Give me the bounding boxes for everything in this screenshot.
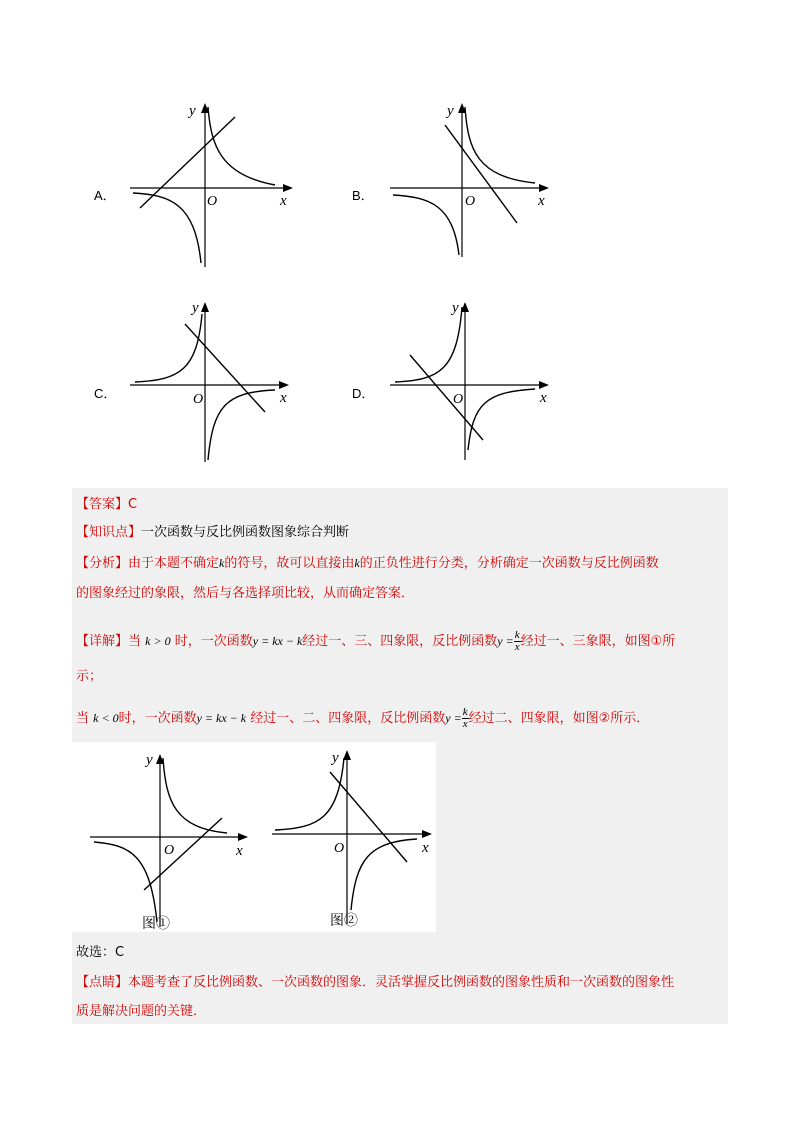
figure-panel (72, 742, 436, 932)
linear-equation: y = kx − k (252, 634, 303, 648)
comment-text-1: 本题考查了反比例函数、一次函数的图象．灵活掌握反比例函数的图象性质和一次函数的图象性 (128, 975, 675, 990)
hyperbola-branch-q3 (393, 195, 459, 255)
figure-2 (272, 750, 432, 929)
analysis-k-symbol: k (354, 556, 360, 570)
figure-1 (90, 752, 248, 932)
hyperbola-branch-q2 (275, 758, 344, 830)
comment-tag: 【点睛】 (76, 975, 129, 990)
analysis-text-a: 由于本题不确定 (128, 556, 220, 571)
x-axis-arrow-icon (279, 381, 289, 389)
detail-text: 经过一、三象限，如图①所 (520, 634, 676, 649)
hyperbola-branch-q3 (133, 193, 201, 263)
fraction-denominator: x (462, 718, 468, 730)
y-axis-label: y (452, 300, 459, 316)
y-axis-label: y (146, 752, 153, 768)
graph-d-svg (385, 292, 565, 467)
linear-function-line (140, 117, 235, 208)
detail-text: 示； (76, 669, 103, 684)
fraction-lhs: y = (497, 634, 514, 648)
detail-text: 时，一次函数 (118, 711, 197, 726)
option-a-label: A． (94, 188, 116, 203)
figures-svg (72, 742, 436, 932)
x-axis-label: x (422, 840, 429, 856)
hyperbola-branch-q4 (208, 390, 275, 460)
knowledge-text: 一次函数与反比例函数图象综合判断 (141, 525, 350, 540)
linear-equation: y = kx − k (196, 711, 247, 725)
linear-function-line (445, 125, 517, 223)
x-axis-arrow-icon (539, 184, 549, 192)
y-axis-label: y (447, 103, 454, 119)
graph-option-d (385, 292, 565, 467)
hyperbola-branch-q4 (468, 389, 535, 450)
analysis-text-c: 的正负性进行分类，分析确定一次函数与反比例函数 (359, 556, 659, 571)
y-axis-arrow-icon (201, 302, 209, 312)
graph-c-svg (125, 292, 305, 467)
hyperbola-branch-q3 (94, 842, 157, 922)
linear-function-line (144, 818, 222, 890)
answer-line (76, 496, 137, 514)
x-axis-arrow-icon (283, 184, 293, 192)
fraction-numerator: k (462, 706, 468, 718)
origin-label: O (465, 194, 476, 209)
knowledge-tag: 【知识点】 (76, 525, 142, 540)
option-d-label: D． (352, 386, 375, 401)
figure-1-caption: 图① (142, 916, 170, 932)
detail-tag: 【详解】 (76, 634, 129, 649)
detail-text: 时，一次函数 (174, 634, 253, 649)
fraction-k-over-x (514, 630, 521, 653)
graph-a-svg (125, 95, 305, 270)
analysis-text-d: 的图象经过的象限，然后与各选择项比较，从而确定答案． (76, 586, 415, 601)
graph-option-b (385, 95, 565, 270)
analysis-line-1 (76, 554, 659, 573)
hyperbola-branch-q1 (465, 107, 535, 183)
condition-k-negative: k < 0 (93, 711, 119, 725)
x-axis-arrow-icon (539, 381, 549, 389)
x-axis-label: x (280, 193, 287, 209)
conclusion-line (76, 944, 124, 962)
answer-value: C (128, 497, 138, 512)
y-axis-label: y (332, 750, 339, 766)
x-axis-arrow-icon (422, 830, 432, 838)
fraction-numerator: k (514, 629, 520, 641)
analysis-tag: 【分析】 (76, 556, 129, 571)
origin-label: O (453, 392, 464, 407)
x-axis-label: x (538, 193, 545, 209)
fraction-k-over-x (462, 707, 469, 730)
figure-2-caption: 图② (330, 913, 358, 929)
option-c-label: C． (94, 386, 117, 401)
detail-text: 经过一、三、四象限，反比例函数 (302, 634, 498, 649)
analysis-text-b: 的符号，故可以直接由 (224, 556, 355, 571)
detail-text: 当 (128, 634, 142, 649)
x-axis-label: x (280, 390, 287, 406)
hyperbola-branch-q1 (208, 107, 275, 185)
conclusion-text: 故选：C (76, 945, 125, 960)
option-b-label: B． (352, 188, 374, 203)
y-axis-label: y (192, 300, 199, 316)
detail-text: 当 (76, 711, 90, 726)
linear-function-line (410, 355, 483, 440)
knowledge-line (76, 524, 349, 542)
comment-text-2: 质是解决问题的关键． (76, 1004, 207, 1019)
origin-label: O (193, 392, 204, 407)
x-axis-arrow-icon (238, 833, 248, 841)
answer-tag: 【答案】 (76, 497, 129, 512)
comment-line-1 (76, 974, 674, 992)
graph-option-c (125, 292, 305, 467)
condition-k-positive: k > 0 (145, 634, 171, 648)
origin-label: O (164, 843, 175, 858)
detail-text: 经过一、二、四象限，反比例函数 (250, 711, 446, 726)
graph-b-svg (385, 95, 565, 270)
y-axis-label: y (189, 103, 196, 119)
x-axis-label: x (236, 843, 243, 859)
graph-option-a (125, 95, 305, 270)
origin-label: O (334, 841, 345, 856)
analysis-line-2 (76, 585, 414, 603)
detail-line-2 (76, 668, 102, 686)
analysis-k-symbol: k (219, 556, 225, 570)
fraction-denominator: x (514, 641, 520, 653)
origin-label: O (207, 194, 218, 209)
comment-line-2 (76, 1003, 206, 1021)
hyperbola-branch-q2 (135, 314, 202, 382)
hyperbola-branch-q2 (395, 307, 462, 382)
detail-text: 经过二、四象限，如图②所示． (468, 711, 650, 726)
hyperbola-branch-q4 (351, 839, 417, 910)
detail-line-1 (76, 630, 675, 653)
detail-line-3 (76, 707, 649, 730)
fraction-lhs: y = (445, 711, 462, 725)
x-axis-label: x (540, 390, 547, 406)
